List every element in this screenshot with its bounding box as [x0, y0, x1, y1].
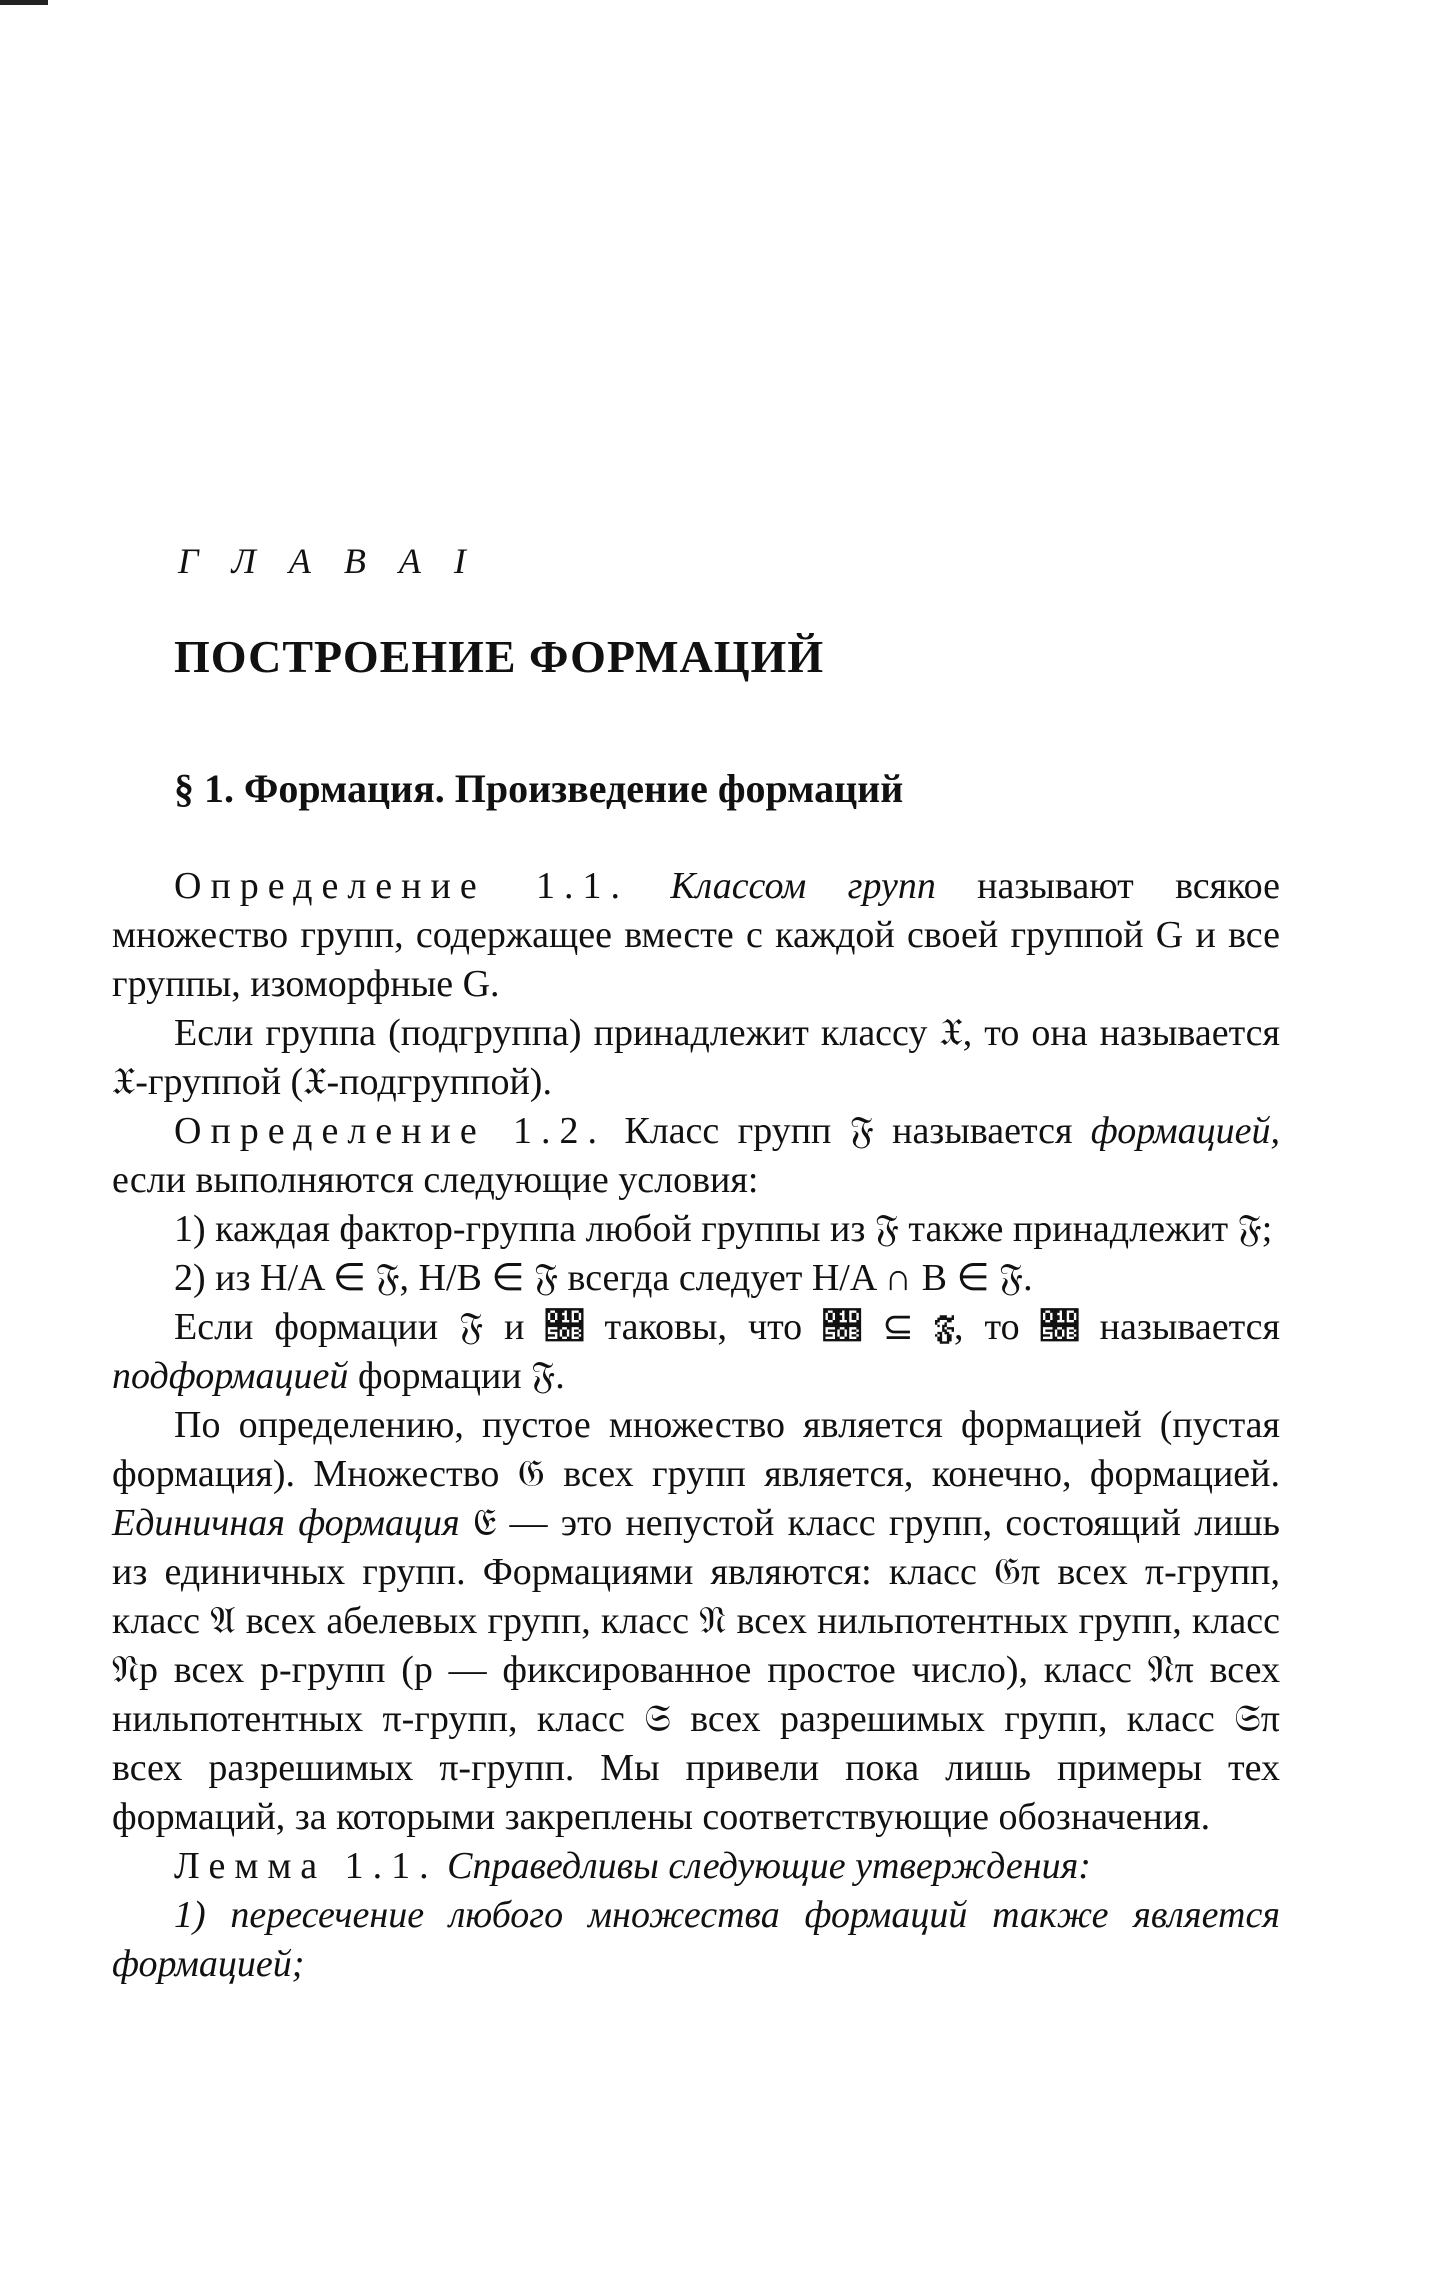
definition-1-2-heading: Определение 1.2. — [174, 1110, 607, 1152]
book-page — [112, 540, 1280, 1989]
definition-1-2 — [112, 1107, 1280, 1205]
definition-1-1-text: называют всякое множество групп, содержащее вместе с каждой своей группой G и все группы, изоморфные G. — [112, 865, 1280, 1005]
definition-1-1-heading: Определение 1.1. — [174, 865, 630, 907]
chapter-label: Г Л А В А I — [178, 541, 478, 581]
definition-1-2-text-a: Класс групп 𝔉 называется — [606, 1110, 1091, 1152]
section-title: § 1. Формация. Произведение формаций — [174, 766, 904, 811]
examples-text-a: По определению, пустое множество является формацией (пустая формация). Множество 𝔊 всех групп является, конечно, формацией. — [112, 1404, 1280, 1495]
subformation-paragraph — [112, 1303, 1280, 1401]
subformation-text-b: формации 𝔉. — [348, 1355, 565, 1397]
examples-term: Единичная формация — [112, 1502, 460, 1544]
examples-paragraph — [112, 1401, 1280, 1842]
chapter-title: ПОСТРОЕНИЕ ФОРМАЦИЙ — [174, 631, 825, 682]
x-group-paragraph: Если группа (подгруппа) принадлежит классу 𝔛, то она называется 𝔛-группой (𝔛-подгруппой). — [112, 1012, 1280, 1103]
examples-text-b: 𝔈 — это непустой класс групп, состоящий лишь из единичных групп. Формациями являются: класс 𝔊π всех π-групп, класс 𝔄 всех абелевых групп, класс 𝔑 всех нильпотентных групп, класс 𝔑p всех p-групп (p — фиксированное простое число), класс 𝔑π всех нильпотентных π-групп, класс 𝔖 всех разрешимых групп, класс 𝔖π всех разрешимых π-групп. Мы привели пока лишь примеры тех формаций, за которыми закреплены соответствующие обозначения. — [112, 1502, 1281, 1838]
subformation-term: подформацией — [112, 1355, 349, 1397]
lemma-1-1-item-1: 1) пересечение любого множества формаций также является формацией; — [112, 1894, 1280, 1985]
definition-1-2-text-b: если выполняются следующие условия: — [112, 1159, 759, 1201]
condition-1: 1) каждая фактор-группа любой группы из 𝔉 также принадлежит 𝔉; — [174, 1208, 1273, 1250]
definition-1-1 — [112, 862, 1280, 1009]
lemma-1-1-heading: Лемма 1.1. — [174, 1845, 438, 1887]
lemma-1-1 — [112, 1842, 1280, 1891]
condition-2: 2) из H/A ∈ 𝔉, H/B ∈ 𝔉 всегда следует H/A ∩ B ∈ 𝔉. — [174, 1257, 1033, 1299]
lemma-1-1-text: Справедливы следующие утверждения: — [437, 1845, 1091, 1887]
definition-1-1-term: Классом групп — [670, 865, 936, 907]
subformation-text-a: Если формации 𝔉 и 𝔋 таковы, что 𝔋 ⊆ 𝔉, то 𝔋 называется — [174, 1306, 1280, 1348]
definition-1-2-term: формацией, — [1090, 1110, 1280, 1152]
page-corner-mark — [0, 0, 48, 5]
